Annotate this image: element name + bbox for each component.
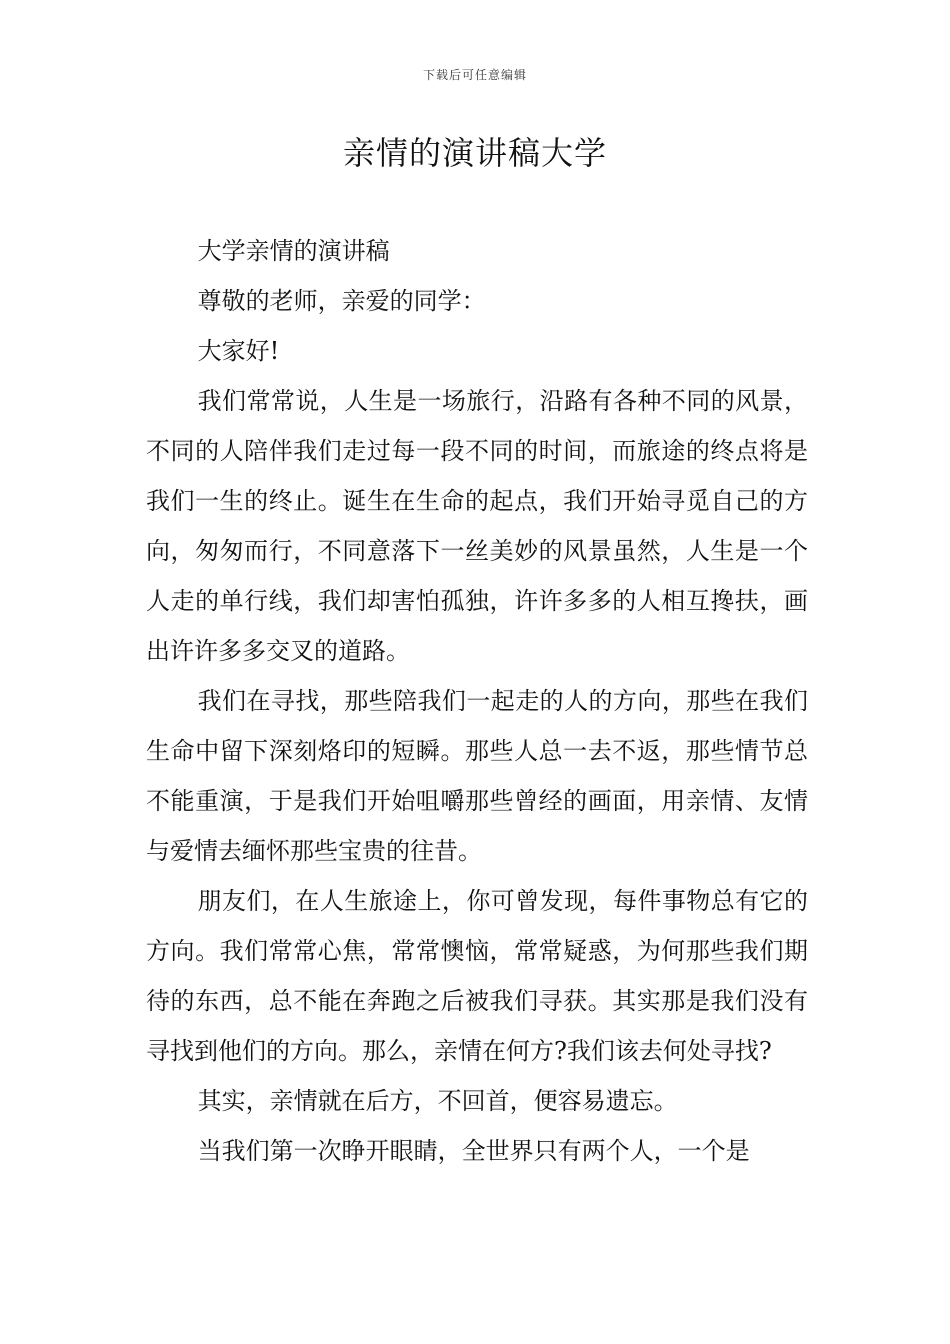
document-body (146, 226, 808, 1176)
body-paragraph: 朋友们，在人生旅途上，你可曾发现，每件事物总有它的方向。我们常常心焦，常常懊恼，常常疑惑，为何那些我们期待的东西，总不能在奔跑之后被我们寻获。其实那是我们没有寻找到他们的方向。那么，亲情在何方?我们该去何处寻找? (146, 887, 808, 1065)
body-paragraph: 当我们第一次睁开眼睛，全世界只有两个人，一个是 (197, 1137, 750, 1165)
greeting-paragraph: 大家好! (197, 337, 280, 365)
document-title: 亲情的演讲稿大学 (342, 134, 607, 172)
subtitle-paragraph: 大学亲情的演讲稿 (197, 237, 390, 265)
body-paragraph: 我们在寻找，那些陪我们一起走的人的方向，那些在我们生命中留下深刻烙印的短瞬。那些人总一去不返，那些情节总不能重演，于是我们开始咀嚼那些曾经的画面，用亲情、友情与爱情去缅怀那些宝贵的往昔。 (146, 687, 808, 865)
body-paragraph: 其实，亲情就在后方，不回首，便容易遗忘。 (197, 1087, 678, 1115)
salutation-paragraph: 尊敬的老师，亲爱的同学： (197, 287, 486, 315)
body-paragraph: 我们常常说，人生是一场旅行，沿路有各种不同的风景，不同的人陪伴我们走过每一段不同的时间，而旅途的终点将是我们一生的终止。诞生在生命的起点，我们开始寻觅自己的方向，匆匆而行，不同意落下一丝美妙的风景虽然，人生是一个人走的单行线，我们却害怕孤独，许许多多的人相互搀扶，画出许许多多交叉的道路。 (146, 387, 808, 665)
header-note: 下载后可任意编辑 (422, 68, 527, 82)
